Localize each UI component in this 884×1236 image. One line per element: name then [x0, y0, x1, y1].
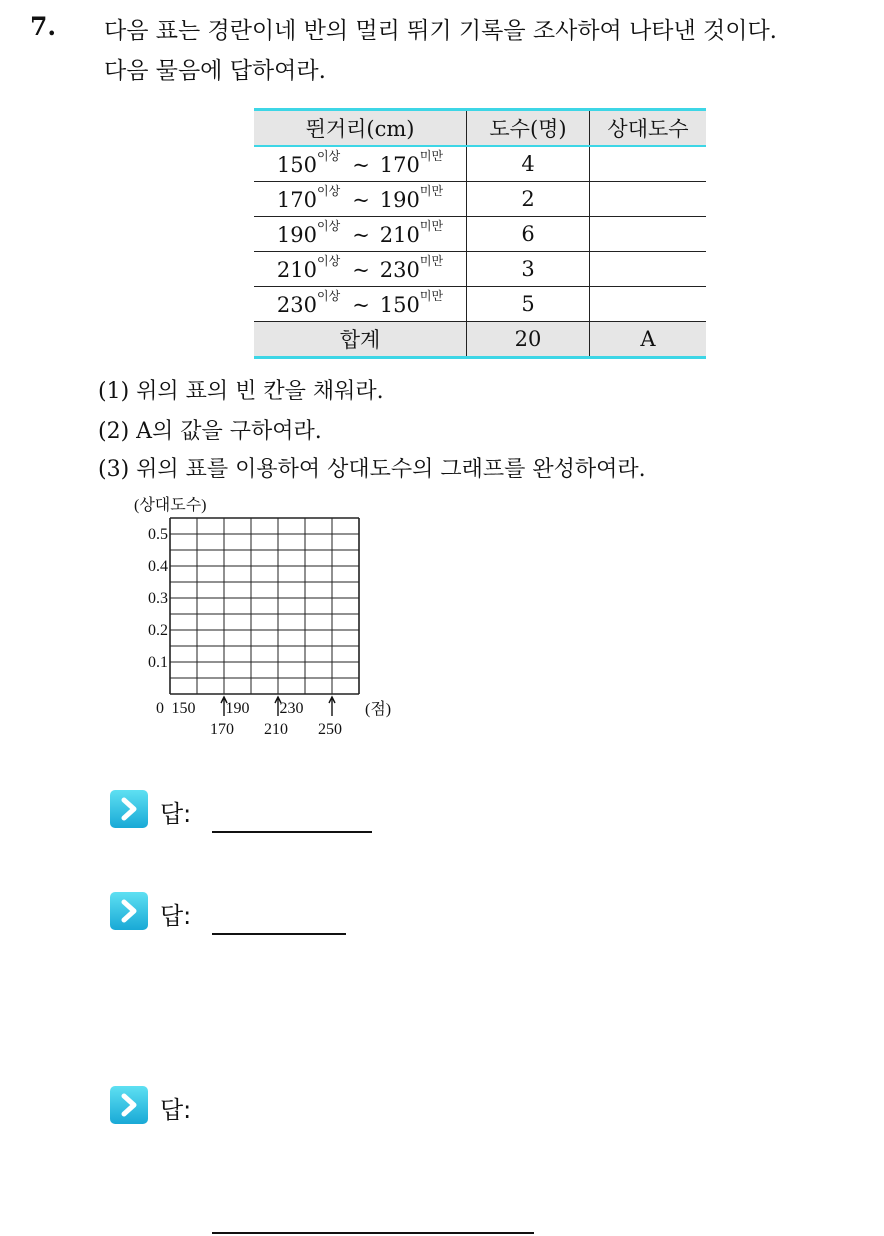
- origin-label: 0: [156, 700, 164, 717]
- x-tick-label: 190: [225, 700, 250, 717]
- relative-frequency-cell[interactable]: [590, 217, 707, 252]
- subquestion-2: (2) A의 값을 구하여라.: [98, 419, 322, 444]
- table-row: [254, 287, 706, 322]
- answer-blank-2[interactable]: [212, 933, 346, 935]
- range-cell: $210^{이상}$ ~ $230^{미만}$: [254, 252, 467, 287]
- table-row: [254, 146, 706, 182]
- range-cell: $170^{이상}$ ~ $190^{미만}$: [254, 182, 467, 217]
- range-cell: $190^{이상}$ ~ $210^{미만}$: [254, 217, 467, 252]
- x-tick-label: 170: [210, 721, 234, 738]
- table-header-cell: 도수(명): [467, 110, 590, 147]
- x-tick-label: 150: [171, 700, 196, 717]
- total-count-cell: 20: [467, 322, 590, 358]
- count-cell: 5: [467, 287, 590, 322]
- relative-frequency-cell[interactable]: [590, 182, 707, 217]
- y-tick-label: 0.3: [148, 590, 168, 607]
- x-tick-label: 230: [279, 700, 304, 717]
- count-cell: 6: [467, 217, 590, 252]
- y-tick-label: 0.5: [148, 526, 168, 543]
- table-total-row: [254, 322, 706, 358]
- relative-frequency-cell[interactable]: [590, 252, 707, 287]
- chevron-right-icon: [110, 790, 148, 828]
- chevron-right-icon: [110, 892, 148, 930]
- answer-blank-3[interactable]: [212, 1232, 534, 1234]
- answer-label: 답:: [160, 800, 192, 828]
- count-cell: 3: [467, 252, 590, 287]
- y-tick-label: 0.4: [148, 558, 168, 575]
- subquestion-3: (3) 위의 표를 이용하여 상대도수의 그래프를 완성하여라.: [98, 457, 646, 482]
- range-cell: $150^{이상}$ ~ $170^{미만}$: [254, 146, 467, 182]
- table-header-row: [254, 110, 706, 147]
- frequency-table: [254, 108, 706, 359]
- range-cell: $230^{이상}$ ~ $150^{미만}$: [254, 287, 467, 322]
- count-cell: 4: [467, 146, 590, 182]
- table-row: [254, 182, 706, 217]
- table-row: [254, 217, 706, 252]
- answer-blank-1[interactable]: [212, 831, 372, 833]
- relative-frequency-cell[interactable]: [590, 287, 707, 322]
- x-tick-label: 210: [264, 721, 288, 738]
- total-relative-cell: A: [590, 322, 707, 358]
- x-tick-label: 250: [318, 721, 342, 738]
- count-cell: 2: [467, 182, 590, 217]
- table-header-cell: 상대도수: [590, 110, 707, 147]
- relative-frequency-chart[interactable]: [128, 490, 392, 740]
- total-label-cell: 합계: [254, 322, 467, 358]
- table-row: [254, 252, 706, 287]
- chevron-right-icon: [110, 1086, 148, 1124]
- question-text-line1: 다음 표는 경란이네 반의 멀리 뛰기 기록을 조사하여 나타낸 것이다.: [104, 18, 777, 44]
- y-axis-label: (상대도수): [134, 497, 207, 514]
- relative-frequency-cell[interactable]: [590, 146, 707, 182]
- answer-label: 답:: [160, 902, 192, 930]
- subquestion-1: (1) 위의 표의 빈 칸을 채워라.: [98, 379, 384, 404]
- x-axis-label: (점): [365, 701, 392, 718]
- y-tick-label: 0.2: [148, 622, 168, 639]
- answer-label: 답:: [160, 1096, 192, 1124]
- question-number: 7.: [30, 12, 57, 41]
- y-tick-label: 0.1: [148, 654, 168, 671]
- question-text-line2: 다음 물음에 답하여라.: [104, 58, 326, 84]
- table-header-cell: 뛴거리(cm): [254, 110, 467, 147]
